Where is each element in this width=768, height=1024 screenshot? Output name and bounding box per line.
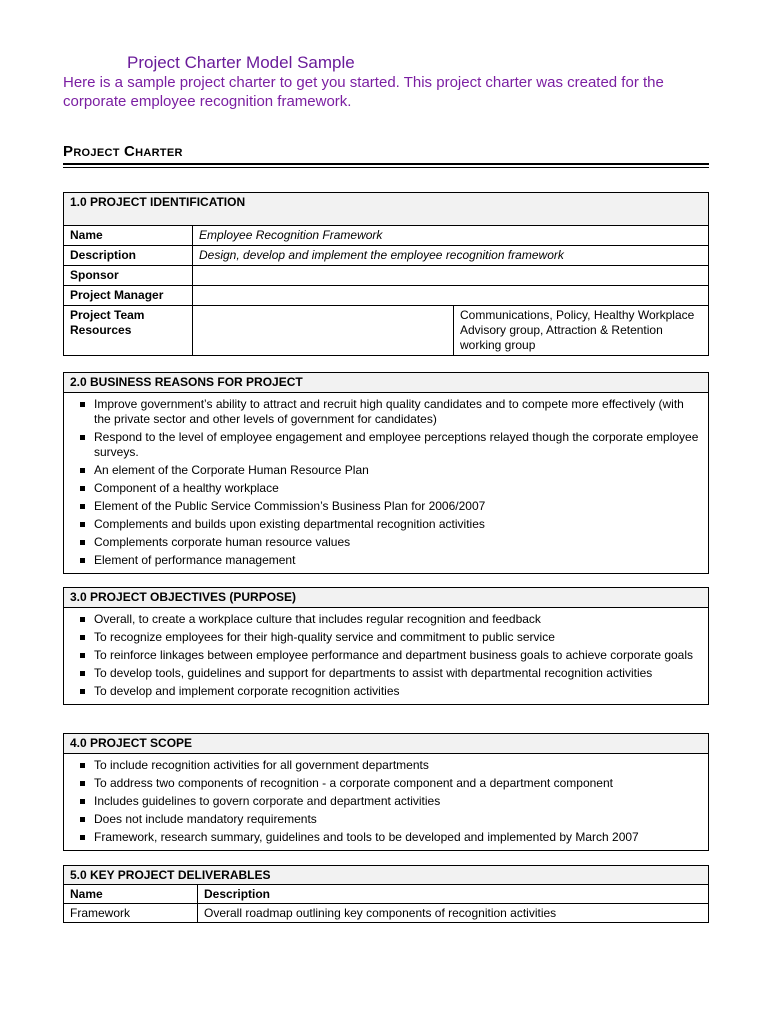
field-value: Employee Recognition Framework bbox=[193, 226, 709, 246]
list-item: Complements and builds upon existing departmental recognition activities bbox=[70, 517, 702, 532]
field-label: Sponsor bbox=[64, 266, 193, 286]
field-value bbox=[193, 286, 709, 306]
heading-rest-harter: HARTER bbox=[135, 147, 183, 159]
field-value bbox=[193, 266, 709, 286]
column-header-description: Description bbox=[198, 885, 709, 904]
bullet-cell bbox=[64, 754, 709, 851]
table-header: 1.0 PROJECT IDENTIFICATION bbox=[64, 193, 709, 226]
list-item: To reinforce linkages between employee performance and department business goals to achieve corporate goals bbox=[70, 648, 702, 663]
table-header: 4.0 PROJECT SCOPE bbox=[64, 734, 709, 754]
project-scope-table bbox=[63, 733, 709, 851]
deliverable-name: Framework bbox=[64, 904, 198, 923]
heading-rest-roject: ROJECT bbox=[73, 147, 120, 159]
bullet-cell bbox=[64, 393, 709, 574]
project-objectives-table bbox=[63, 587, 709, 705]
bullet-cell bbox=[64, 608, 709, 705]
list-item: Element of the Public Service Commission’s Business Plan for 2006/2007 bbox=[70, 499, 702, 514]
list-item: To develop tools, guidelines and support for departments to assist with departmental recognition activities bbox=[70, 666, 702, 681]
heading-rule-thick bbox=[63, 163, 709, 165]
document-title: Project Charter Model Sample bbox=[127, 53, 355, 72]
column-header-name: Name bbox=[64, 885, 198, 904]
list-item: Framework, research summary, guidelines and tools to be developed and implemented by March 2007 bbox=[70, 830, 702, 845]
list-item: Complements corporate human resource values bbox=[70, 535, 702, 550]
field-label: Description bbox=[64, 246, 193, 266]
list-item: Element of performance management bbox=[70, 553, 702, 568]
list-item: Includes guidelines to govern corporate and department activities bbox=[70, 794, 702, 809]
heading-rule-thin bbox=[63, 167, 709, 168]
intro-text: Here is a sample project charter to get you started. This project charter was created for the corporate employee recognition framework. bbox=[63, 74, 664, 110]
list-item: An element of the Corporate Human Resource Plan bbox=[70, 463, 702, 478]
list-item: To include recognition activities for all government departments bbox=[70, 758, 702, 773]
section-heading-project-charter bbox=[63, 143, 183, 160]
project-identification-table bbox=[63, 192, 709, 356]
table-header: 2.0 BUSINESS REASONS FOR PROJECT bbox=[64, 373, 709, 393]
field-label: Project Manager bbox=[64, 286, 193, 306]
list-item: To address two components of recognition - a corporate component and a department component bbox=[70, 776, 702, 791]
list-item: Improve government’s ability to attract and recruit high quality candidates and to compete more effectively (with the private sector and other levels of government for candidates) bbox=[70, 397, 702, 427]
deliverable-description: Overall roadmap outlining key components of recognition activities bbox=[198, 904, 709, 923]
list-item: To develop and implement corporate recognition activities bbox=[70, 684, 702, 699]
list-item: Component of a healthy workplace bbox=[70, 481, 702, 496]
key-deliverables-table bbox=[63, 865, 709, 923]
list-item: Respond to the level of employee engagement and employee perceptions relayed though the corporate employee surveys. bbox=[70, 430, 702, 460]
table-header: 3.0 PROJECT OBJECTIVES (PURPOSE) bbox=[64, 588, 709, 608]
field-value: Design, develop and implement the employee recognition framework bbox=[193, 246, 709, 266]
table-header: 5.0 KEY PROJECT DELIVERABLES bbox=[64, 866, 709, 885]
business-reasons-table bbox=[63, 372, 709, 574]
list-item: Does not include mandatory requirements bbox=[70, 812, 702, 827]
field-value-extra: Communications, Policy, Healthy Workplace Advisory group, Attraction & Retention working group bbox=[454, 306, 709, 356]
field-label: Project Team Resources bbox=[64, 306, 193, 356]
field-label: Name bbox=[64, 226, 193, 246]
field-value bbox=[193, 306, 454, 356]
list-item: Overall, to create a workplace culture that includes regular recognition and feedback bbox=[70, 612, 702, 627]
heading-cap-p: P bbox=[63, 143, 74, 160]
heading-cap-c: C bbox=[123, 143, 136, 160]
list-item: To recognize employees for their high-quality service and commitment to public service bbox=[70, 630, 702, 645]
